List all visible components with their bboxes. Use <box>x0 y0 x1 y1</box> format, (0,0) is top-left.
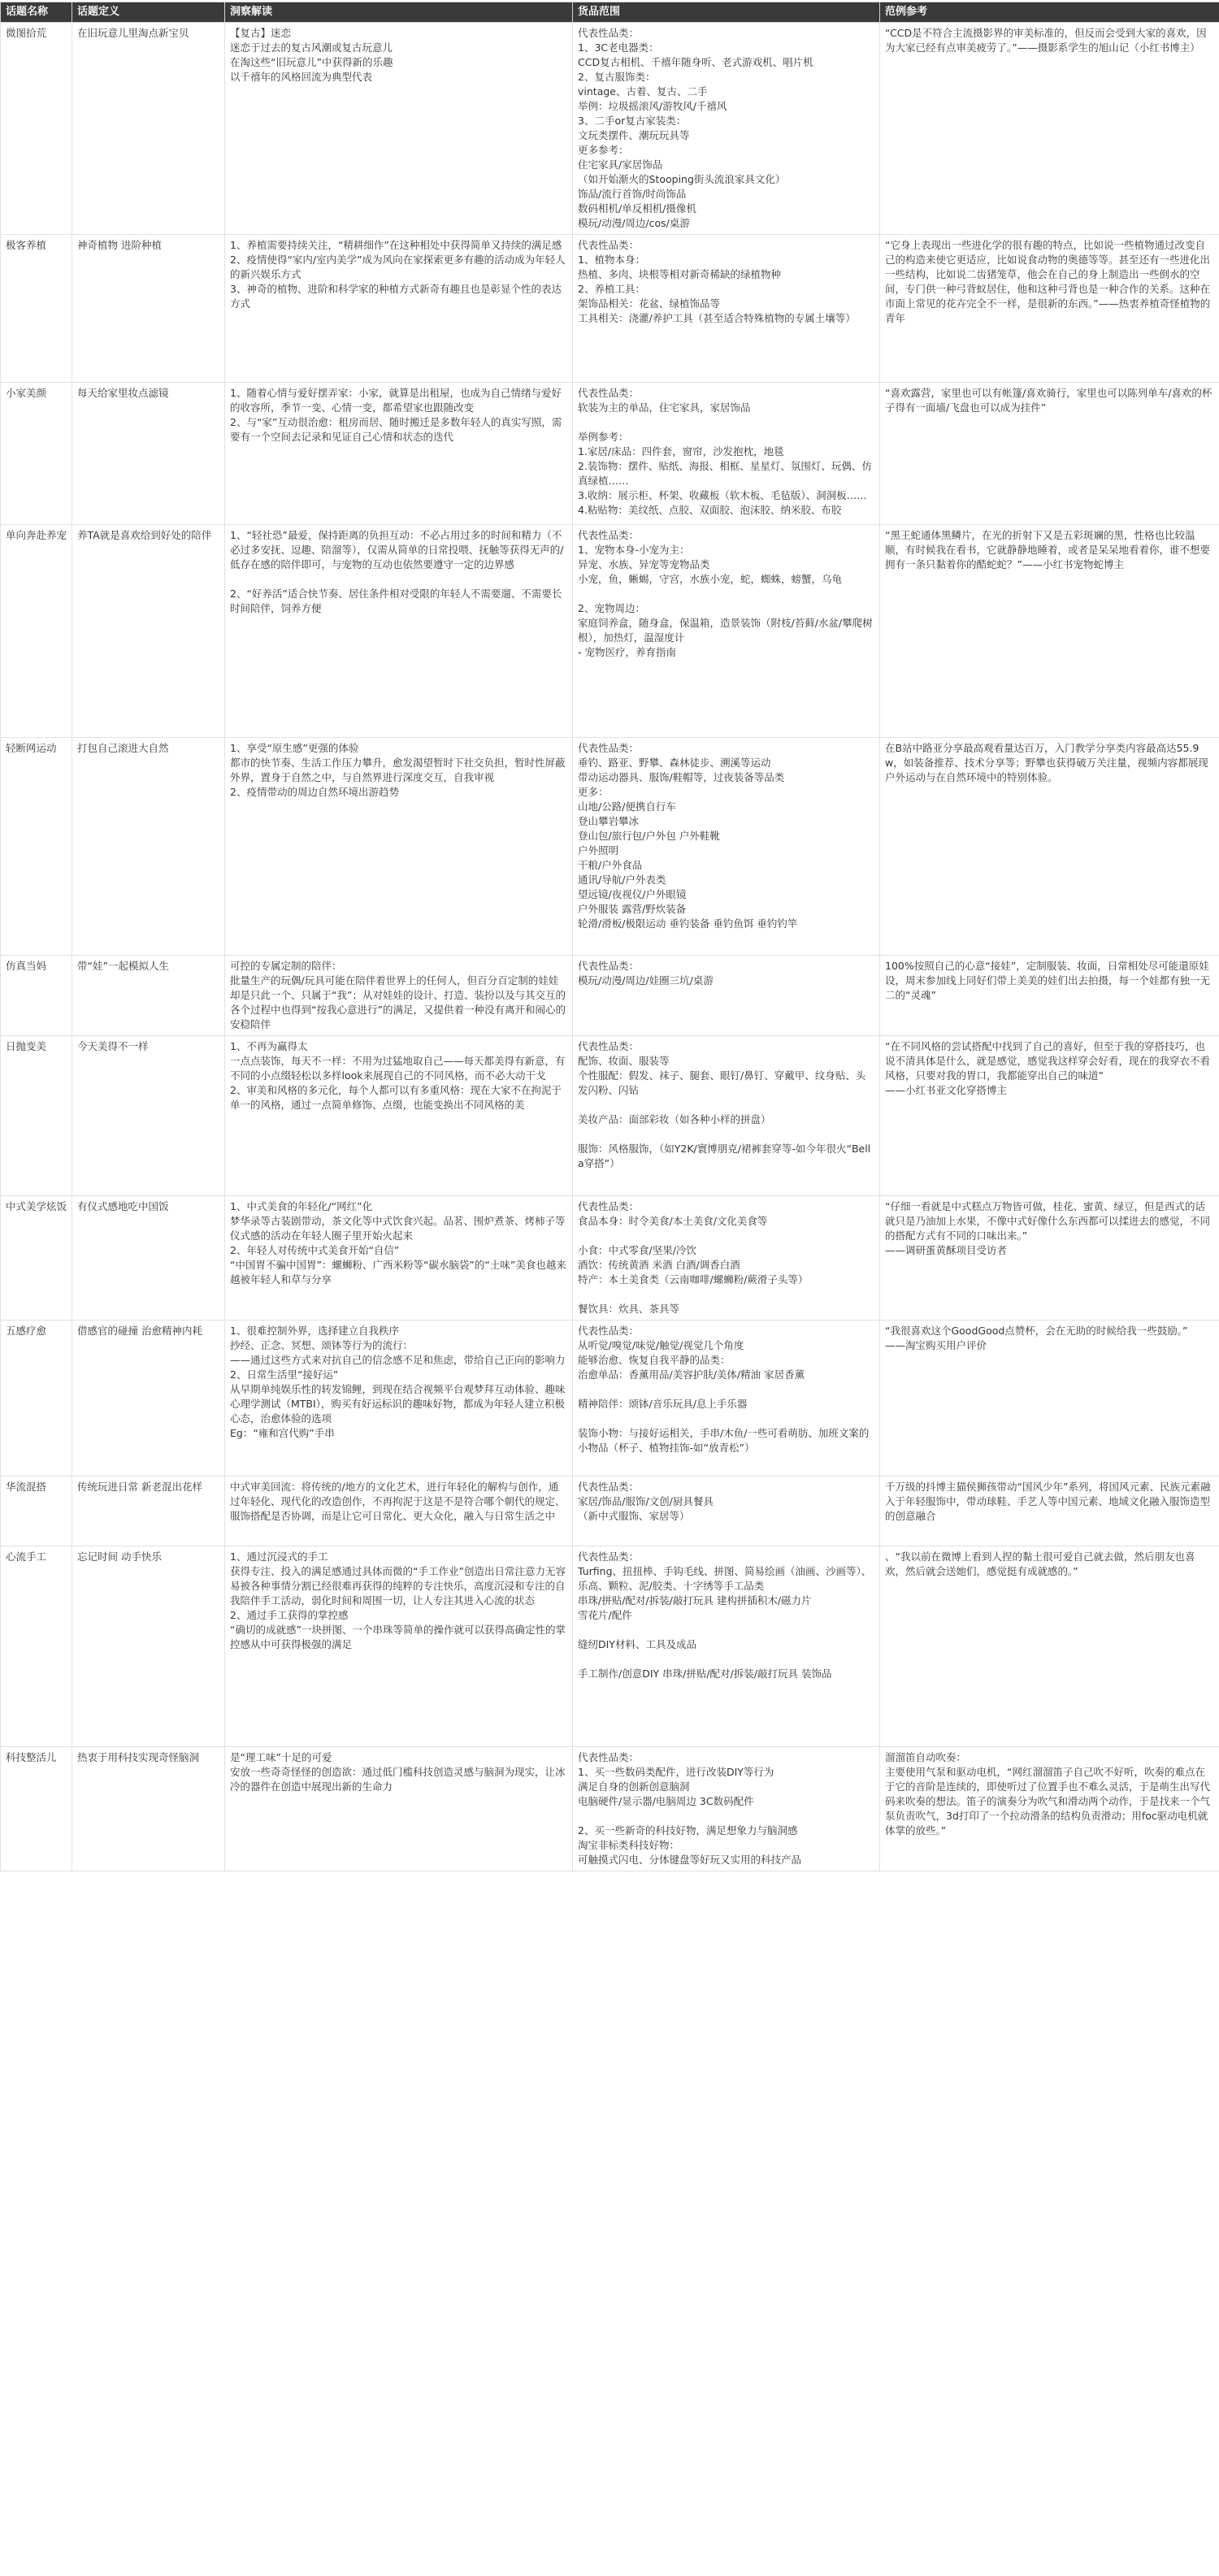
insight-cell <box>225 1321 573 1477</box>
table-row <box>1 1321 1219 1477</box>
topic-definition-cell: 打包自己滚进大自然 <box>72 738 225 956</box>
cell-line: 在淘这些“旧玩意儿”中获得新的乐趣 <box>230 56 393 68</box>
insight-cell <box>225 1546 573 1747</box>
cell-line: 淘宝非标类科技好物： <box>578 1839 680 1851</box>
topic-name-cell: 单向奔赴养宠 <box>1 525 72 738</box>
topic-name-cell: 日抛变美 <box>1 1036 72 1196</box>
cell-line: “确切的成就感”一块拼图、一个串珠等简单的操作就可以获得高确定性的掌控感从中可获得极强的满足 <box>230 1624 566 1650</box>
insight-cell <box>225 235 573 383</box>
cell-line: 1、买一些数码类配件，进行改装DIY等行为 <box>578 1766 774 1778</box>
cell-line: 治愈单品：香薰用品/美容护肤/美体/精油 家居香薰 <box>578 1368 805 1381</box>
cell-line: 从早期单纯娱乐性的转发锦鲤，到现在结合视频平台观梦拜互动体验、趣味心理学测试（MTBI），购买有好运标识的趣味好物，都成为年轻人建立积极心态，治愈体验的选项 <box>230 1383 566 1425</box>
topic-name-cell: 仿真当妈 <box>1 956 72 1036</box>
insight-cell <box>225 738 573 956</box>
cell-line: 配饰、妆面、服装等 <box>578 1055 670 1067</box>
cell-line: 迷恋于过去的复古风潮或复古玩意儿 <box>230 41 393 54</box>
cell-line: “仔细一看就是中式糕点万物皆可做，桂花、蜜黄、绿豆，但是西式的话就只是乃油加上水果，不像中式好像什么东西都可以揉进去的感觉，不同的搭配方式有不同的口味出来。” <box>885 1200 1211 1242</box>
header-insight: 洞察解读 <box>225 2 573 23</box>
cell-line: 千万级的抖博主猫侯狮孩带动“国风少年”系列，将国风元素、民族元素融入于年轻服饰中，带动球鞋、手艺人等中国元素、地域文化融入服饰造型的创意融合 <box>885 1481 1211 1522</box>
cell-line: Turfing、扭扭棒、手钩毛线、拼图、简易绘画（油画、沙画等）、乐高、颗粒、泥/胶类、十字绣等手工品类 <box>578 1565 872 1592</box>
cell-line: 1、中式美食的年轻化/“网红”化 <box>230 1200 373 1212</box>
cell-line: 住宅家具/家居饰品 <box>578 158 663 171</box>
cell-line: ——调研蛋黄酥项目受访者 <box>885 1244 1008 1256</box>
insight-cell <box>225 956 573 1036</box>
cell-line: 在B站中路亚分享最高观看量达百万，入门教学分享类内容最高达55.9w，如装备推荐、技术分享等；野攀也获得破万关注量，视频内容都展现户外运动与在自然环境中的特别体验。 <box>885 742 1208 783</box>
cell-line: 异宠、水族、异宠等宠物品类 <box>578 558 710 570</box>
table-row <box>1 956 1219 1036</box>
cell-line: 代表性品类： <box>578 529 640 541</box>
example-cell <box>880 383 1219 525</box>
cell-line: 3.收纳：展示柜、杯架、收藏板（软木板、毛毡版）、洞洞板…… <box>578 489 867 501</box>
cell-line: 一点点装饰，每天不一样：不用为过猛地取自己——每天都美得有新意，有不同的小点缀轻松以多样look来展现自己的不同风格，而不必大动干戈 <box>230 1055 566 1082</box>
insight-cell <box>225 1747 573 1871</box>
cell-line: 2.装饰物：摆件、贴纸、海报、相框、星星灯、氛围灯、玩偶、仿真绿植…… <box>578 460 872 487</box>
cell-line: “我很喜欢这个GoodGood点赞杯，会在无助的时候给我一些鼓励。” <box>885 1325 1188 1337</box>
insight-cell <box>225 1477 573 1546</box>
topic-definition-cell: 带“娃”一起模拟人生 <box>72 956 225 1036</box>
cell-line: 1、养植需要持续关注，“精耕细作”在这种相处中获得简单又持续的满足感 <box>230 239 562 251</box>
topic-definition-cell: 热衷于用科技实现奇怪脑洞 <box>72 1747 225 1871</box>
cell-line <box>578 1652 874 1667</box>
cell-line: 2、日常生活里“接好运” <box>230 1368 339 1381</box>
cell-line: 代表性品类： <box>578 1200 640 1212</box>
table-body <box>1 23 1219 1871</box>
header-goods-range: 货品范围 <box>573 2 880 23</box>
header-example: 范例参考 <box>880 2 1219 23</box>
table-row <box>1 1036 1219 1196</box>
cell-line: 望远镜/夜视仪/户外眼镜 <box>578 888 687 900</box>
cell-line: 登山包/旅行包/户外包 户外鞋靴 <box>578 830 720 842</box>
cell-line: 带动运动器具、服饰/鞋帽等，过夜装备等品类 <box>578 771 785 783</box>
cell-line: 小宠，鱼，蜥蜴，守宫，水族小宠，蛇，蜘蛛，螃蟹，乌龟 <box>578 573 843 585</box>
cell-line <box>578 1809 874 1824</box>
cell-line: “中国胃不骗中国胃”：螺蛳粉、广西米粉等“碳水脑袋”的“土味”美食也越来越被年轻人和草与分享 <box>230 1259 566 1286</box>
cell-line: 干粮/户外食品 <box>578 859 643 871</box>
cell-line: ——小红书亚文化穿搭博主 <box>885 1084 1008 1096</box>
cell-line: 文玩类摆件、潮玩玩具等 <box>578 129 690 141</box>
cell-line: 能够治愈、恢复自我平静的品类： <box>578 1354 731 1366</box>
cell-line: 1、享受“原生感”更强的体验 <box>230 742 359 754</box>
cell-line: 1、宠物本身-小宠为主： <box>578 544 690 556</box>
cell-line: 户外照明 <box>578 844 619 856</box>
cell-line <box>578 587 874 601</box>
cell-line: 2、“好养活”适合快节奏、居住条件相对受限的年轻人不需要遛、不需要长时间陪伴，饲养方便 <box>230 588 562 614</box>
cell-line: 主要使用气泵和驱动电机，“网红溜溜笛子自己吹不好听，吹奏的难点在于它的音阶是连续的，即使听过了位置手也不难么灵活，于是萌生出写代码来吹奏的想法。笛子的演奏分为吹气和滑动两个动作，于是找来一个气泵负责吹气，3d打印了一个拉动滑条的结构负责滑动；用foc驱动电机就体掌的放些。” <box>885 1766 1211 1837</box>
topic-name-cell: 五感疗愈 <box>1 1321 72 1477</box>
goods-range-cell <box>573 23 880 235</box>
cell-line <box>578 1623 874 1637</box>
cell-line <box>578 1382 874 1397</box>
cell-line: 100%按照自己的心意“接娃”，定制服装、妆面，日常相处尽可能還原娃设，周末参加线上同好们带上美美的娃们出去拍摄，每一个娃都有独一无二的“灵魂” <box>885 960 1211 1001</box>
cell-line: 抄经、正念、冥想、颂钵等行为的流行： <box>230 1339 414 1351</box>
goods-range-cell <box>573 235 880 383</box>
cell-line: 1、通过沉浸式的手工 <box>230 1550 328 1563</box>
cell-line: 2、通过手工获得的掌控感 <box>230 1609 349 1621</box>
cell-line: 3、神奇的植物、进阶和科学家的种植方式新奇有趣且也是彰显个性的表达方式 <box>230 283 562 310</box>
cell-line: 代表性品类： <box>578 1040 640 1052</box>
goods-range-cell <box>573 956 880 1036</box>
cell-line: 美妆产品：面部彩妆（如各种小样的拼盘） <box>578 1113 771 1125</box>
cell-line: “黑王蛇通体黑鳞片，在光的折射下又是五彩斑斓的黑，性格也比较温顺，有时候我在看书，它就静静地睡着，或者是呆呆地看着你，谁不想要拥有一条只黏着你的酷蛇蛇？”——小红书宠物蛇博主 <box>885 529 1211 570</box>
topic-name-cell: 轻断网运动 <box>1 738 72 956</box>
goods-range-cell <box>573 1196 880 1321</box>
table-row <box>1 525 1219 738</box>
cell-line: 登山攀岩攀冰 <box>578 815 640 827</box>
cell-line: 溜溜笛自动吹奏： <box>885 1751 967 1763</box>
cell-line: 批量生产的玩偶/玩具可能在陪伴着世界上的任何人，但百分百定制的娃娃却是只此一个、只属于“我”；从对娃娃的设计、打造、装扮以及与其交互的各个过程中也得到“按我心意进行”的满足，又提供着一种没有离开和闹心的安稳陪伴 <box>230 974 566 1030</box>
cell-line: 可控的专属定制的陪伴： <box>230 960 342 972</box>
cell-line: 2、疫情带动的周边自然环境出游趋势 <box>230 786 399 798</box>
table-row <box>1 235 1219 383</box>
topic-definition-cell: 今天美得不一样 <box>72 1036 225 1196</box>
cell-line: “喜欢露营，家里也可以有帐篷/喜欢骑行，家里也可以陈列单车/喜欢的杯子得有一面墙/飞盘也可以成为挂件” <box>885 387 1212 414</box>
cell-line <box>578 1127 874 1142</box>
table-row <box>1 1546 1219 1747</box>
cell-line: 举例：垃圾摇滚风/游牧风/千禧风 <box>578 100 727 112</box>
cell-line: 代表性品类： <box>578 742 640 754</box>
cell-line: 1、随着心情与爱好摆弄家：小家，就算是出租屋，也成为自己情绪与爱好的收容所，季节一变、心情一变，都希望家也跟随改变 <box>230 387 562 414</box>
cell-line: 以千禧年的风格回流为典型代表 <box>230 71 373 83</box>
cell-line: 山地/公路/便携自行车 <box>578 800 676 813</box>
cell-line: 电脑硬件/显示器/电脑周边 3C数码配件 <box>578 1795 754 1807</box>
example-cell <box>880 1321 1219 1477</box>
example-cell <box>880 235 1219 383</box>
cell-line: 数码相机/单反相机/摄像机 <box>578 202 696 215</box>
cell-line: 代表性品类： <box>578 387 640 399</box>
cell-line: 代表性品类： <box>578 1481 640 1493</box>
cell-line <box>578 1412 874 1426</box>
topic-name-cell: 极客养植 <box>1 235 72 383</box>
cell-line: - 宠物医疗，养育指南 <box>578 646 676 658</box>
cell-line: 个性服配：假发、袜子、腿套、眼钉/鼻钉、穿戴甲、纹身贴、头发闪粉、闪钻 <box>578 1069 866 1096</box>
cell-line: 食品本身：时令美食/本土美食/文化美食等 <box>578 1215 768 1227</box>
cell-line: 1、植物本身： <box>578 254 645 266</box>
cell-line: 工具相关：浇灌/养护工具（甚至适合特殊植物的专属土壤等） <box>578 312 856 324</box>
cell-line: 2、与“家”互动很治愈：租房而居、随时搬迁是多数年轻人的真实写照，需要有一个空间去记录和见证自己心情和状态的迭代 <box>230 416 562 443</box>
topic-table <box>0 2 1219 1871</box>
cell-line: 小食：中式零食/坚果/冷饮 <box>578 1244 696 1256</box>
cell-line: 2、复古服饰类： <box>578 71 656 83</box>
topic-definition-cell: 有仪式感地吃中国饭 <box>72 1196 225 1321</box>
cell-line: 服饰：风格服饰，（如Y2K/寰博朋克/裙裤套穿等-如今年很火“Bella穿搭”） <box>578 1143 871 1169</box>
cell-line: （新中式服饰、家居等） <box>578 1510 690 1522</box>
cell-line: 热植、多肉、块根等相对新奇稀缺的绿植物种 <box>578 268 782 280</box>
cell-line: 1、不再为赢得太 <box>230 1040 308 1052</box>
example-cell <box>880 1477 1219 1546</box>
example-cell <box>880 956 1219 1036</box>
cell-line: 模玩/动漫/周边/cos/桌游 <box>578 217 690 229</box>
header-topic-definition: 话题定义 <box>72 2 225 23</box>
cell-line: 家庭饲养盒，随身盒，保温箱，造景装饰（附枝/苔藓/水盆/攀爬树根），加热灯，温湿度计 <box>578 617 873 644</box>
cell-line: 精神陪伴：颂钵/音乐玩具/息上手乐器 <box>578 1398 748 1410</box>
insight-cell <box>225 525 573 738</box>
cell-line: 通讯/导航/户外表类 <box>578 874 666 886</box>
cell-line: 3、二手or复古家装类： <box>578 115 687 127</box>
cell-line: 饰品/流行首饰/时尚饰品 <box>578 188 687 200</box>
cell-line: 代表性品类： <box>578 27 640 39</box>
insight-cell <box>225 1036 573 1196</box>
cell-line: 1、3C老电器类： <box>578 41 659 54</box>
cell-line: 安放一些奇奇怪怪的创造欲：通过低门槛科技创造灵感与脑洞为现实，让冰冷的器件在创造中展现出新的生命力 <box>230 1766 566 1793</box>
cell-line: 梦华录等古装剧带动，茶文化等中式饮食兴起。品茗、围炉煮茶、烤柿子等仪式感的活动在年轻人圈子里开始火起来 <box>230 1215 566 1242</box>
header-topic-name: 话题名称 <box>1 2 72 23</box>
topic-name-cell: 微图拾荒 <box>1 23 72 235</box>
cell-line <box>230 572 567 587</box>
cell-line <box>578 1229 874 1243</box>
goods-range-cell <box>573 1036 880 1196</box>
topic-name-cell: 小家美颜 <box>1 383 72 525</box>
cell-line: 户外服装 露营/野炊装备 <box>578 903 687 915</box>
cell-line: ——淘宝购买用户评价 <box>885 1339 987 1351</box>
topic-definition-cell: 借感官的碰撞 治愈精神内耗 <box>72 1321 225 1477</box>
cell-line: 酒饮：传统黄酒 米酒 白酒/调香白酒 <box>578 1259 740 1271</box>
goods-range-cell <box>573 1477 880 1546</box>
goods-range-cell <box>573 1747 880 1871</box>
insight-cell <box>225 1196 573 1321</box>
cell-line: 获得专注、投入的满足感通过具体而微的“手工作业”创造出日常注意力无容易被各种事情分割已经很难再获得的纯粹的专注快乐，高度沉浸和专注的自我陪伴手工活动，弱化时间和周围一切，让人专注其进入心流的状态 <box>230 1565 566 1607</box>
topic-name-cell: 中式美学炫饭 <box>1 1196 72 1321</box>
cell-line: 架饰品相关：花盆、绿植饰品等 <box>578 297 721 310</box>
topic-definition-cell: 传统玩进日常 新老混出花样 <box>72 1477 225 1546</box>
goods-range-cell <box>573 1321 880 1477</box>
topic-definition-cell: 每天给家里妆点滤镜 <box>72 383 225 525</box>
cell-line: 满足自身的创新创意脑洞 <box>578 1780 690 1793</box>
goods-range-cell <box>573 383 880 525</box>
topic-name-cell: 心流手工 <box>1 1546 72 1747</box>
table-row <box>1 1747 1219 1871</box>
cell-line: 装饰小物：与接好运相关，手串/木鱼/一些可看萌肪、加班文案的小物品（杯子、植物挂饰-如“放青松”） <box>578 1427 870 1454</box>
example-cell <box>880 525 1219 738</box>
cell-line: “CCD是不符合主流摄影界的审美标准的，但反而会受到大家的喜欢，因为大家已经有点审美疲劳了。”——摄影系学生的旭山记（小红书博主） <box>885 27 1207 54</box>
cell-line: 餐饮具：炊具、茶具等 <box>578 1303 680 1315</box>
insight-cell <box>225 383 573 525</box>
example-cell <box>880 1036 1219 1196</box>
cell-line: 代表性品类： <box>578 960 640 972</box>
goods-range-cell <box>573 1546 880 1747</box>
topic-name-cell: 华流混搭 <box>1 1477 72 1546</box>
cell-line: 1.家居/床品：四件套，窗帘，沙发抱枕，地毯 <box>578 445 784 458</box>
cell-line <box>578 1287 874 1302</box>
cell-line: 2、疫情使得“家内/室内美学”成为风向在家探索更多有趣的活动成为年轻人的新兴娱乐方式 <box>230 254 566 280</box>
example-cell <box>880 23 1219 235</box>
cell-line: 2、审美和风格的多元化，每个人都可以有多重风格：现在大家不在拘泥于单一的风格，通过一点简单修饰、点缀，也能变换出不同风格的美 <box>230 1084 562 1111</box>
table-row <box>1 738 1219 956</box>
topic-definition-cell: 养TA就是喜欢给到好处的陪伴 <box>72 525 225 738</box>
cell-line <box>578 415 874 430</box>
cell-line: “它身上表现出一些进化学的很有趣的特点，比如说一些植物通过改变自己的构造来使它更适应，比如说食动物的奥德等等。甚至还有一些进化出一些结构，比如说二齿猪笼草，他会在自己的身上制造出一些倒水的空间，专门供一种弓背蚁居住，他和这种弓背也是一种合作的关系。这种在市面上常见的花卉完全不一样，是很新的东西。”——热衷养植奇怪植物的青年 <box>885 239 1211 324</box>
table-row <box>1 383 1219 525</box>
cell-line: （如开始渐火的Stooping街头流浪家具文化） <box>578 173 786 185</box>
table-row <box>1 1196 1219 1321</box>
cell-line: 代表性品类： <box>578 239 640 251</box>
topic-name-cell: 科技整活儿 <box>1 1747 72 1871</box>
cell-line: 缝纫DIY材料、工具及成品 <box>578 1638 696 1650</box>
cell-line: 特产：本土美食类（云南咖啡/螺蛳粉/蕨滑子头等） <box>578 1273 809 1286</box>
cell-line: 2、买一些新奇的科技好物，满足想象力与脑洞感 <box>578 1824 798 1837</box>
cell-line: 1、很难控制外界，选择建立自我秩序 <box>230 1325 399 1337</box>
cell-line: 更多参考： <box>578 144 629 156</box>
cell-line: ——通过这些方式来对抗自己的信念感不足和焦虑，带给自己正向的影响力 <box>230 1354 566 1366</box>
cell-line: 串珠/拼贴/配对/拆装/敲打玩具 建构拼插积木/磁力片 <box>578 1594 812 1607</box>
cell-line: 雪花片/配件 <box>578 1609 632 1621</box>
cell-line: 更多： <box>578 786 609 798</box>
cell-line: CCD复古相机、千禧年随身听、老式游戏机、唱片机 <box>578 56 813 68</box>
cell-line: vintage、古着、复古、二手 <box>578 85 708 98</box>
cell-line: 轮滑/滑板/极限运动 垂钓装备 垂钓鱼饵 垂钓钓竿 <box>578 917 798 930</box>
cell-line: 都市的快节奏、生活工作压力攀升，愈发渴望暂时下社交负担，暂时性屏蔽外界，置身于自然之中，与自然界进行深度交互，自我审视 <box>230 757 566 783</box>
example-cell <box>880 1196 1219 1321</box>
cell-line: 可触摸式闪电、分体键盘等好玩又实用的科技产品 <box>578 1854 802 1866</box>
cell-line: 软装为主的单品，住宅家具，家居饰品 <box>578 401 751 414</box>
cell-line: 代表性品类： <box>578 1325 640 1337</box>
cell-line: 从听觉/嗅觉/味觉/触觉/视觉几个角度 <box>578 1339 744 1351</box>
cell-line: 【复古】迷恋 <box>230 27 292 39</box>
cell-line: Eg：“雍和宫代购”手串 <box>230 1427 335 1439</box>
table-header-row <box>1 2 1219 23</box>
cell-line: 4.粘贴物：美纹纸、点胶、双面胶、泡沫胶、纳米胶、布胶 <box>578 504 842 516</box>
cell-line: “在不同风格的尝试搭配中找到了自己的喜好，但至于我的穿搭技巧，也说不清具体是什么，就是感觉，感觉我这样穿会好看，现在的我穿衣不看风格，只要对我的胃口，我都能穿出自己的味道” <box>885 1040 1211 1082</box>
cell-line: 模玩/动漫/周边/娃圈三坑/桌游 <box>578 974 714 987</box>
topic-definition-cell: 在旧玩意儿里淘点新宝贝 <box>72 23 225 235</box>
cell-line: 家居/饰品/服饰/文创/厨具餐具 <box>578 1495 714 1507</box>
topic-definition-cell: 神奇植物 进阶种植 <box>72 235 225 383</box>
table-row <box>1 1477 1219 1546</box>
cell-line: 代表性品类： <box>578 1550 640 1563</box>
cell-line: 手工制作/创意DIY 串珠/拼贴/配对/拆装/敲打玩具 装饰品 <box>578 1667 832 1680</box>
cell-line: 举例参考： <box>578 431 629 443</box>
example-cell <box>880 1546 1219 1747</box>
cell-line: 2、宠物周边： <box>578 602 645 614</box>
cell-line: 1、“轻社恐”最爱，保持距离的负担互动：不必占用过多的时间和精力（不必过多安抚、逗趣、陪溜等），仅需从简单的日常投喂、抚触等获得无声的/低存在感的陪伴即可，与宠物的互动也依然要遵守一定的边界感 <box>230 529 564 570</box>
cell-line <box>578 1098 874 1112</box>
table-row <box>1 23 1219 235</box>
cell-line: 是“理工味”十足的可爱 <box>230 1751 332 1763</box>
cell-line: 中式审美回流：将传统的/地方的文化艺术，进行年轻化的解构与创作，通过年轻化、现代化的改造创作，不再拘泥于这是不是符合哪个朝代的规定、服饰搭配是否协调，而是让它可日常化、更大众化，融入与日常生活之中 <box>230 1481 566 1522</box>
goods-range-cell <box>573 738 880 956</box>
topic-definition-cell: 忘记时间 动手快乐 <box>72 1546 225 1747</box>
goods-range-cell <box>573 525 880 738</box>
cell-line: 2、年轻人对传统中式美食开始“自信” <box>230 1244 400 1256</box>
insight-cell <box>225 23 573 235</box>
example-cell <box>880 738 1219 956</box>
example-cell <box>880 1747 1219 1871</box>
cell-line: 2、养植工具： <box>578 283 645 295</box>
cell-line: 、“我以前在微博上看到人捏的黏土很可爱自己就去做，然后朋友也喜欢，然后就会送她们，感觉挺有成就感的。” <box>885 1550 1195 1577</box>
cell-line: 代表性品类： <box>578 1751 640 1763</box>
cell-line: 垂钓、路亚、野攀、森林徒步、溯溪等运动 <box>578 757 771 769</box>
